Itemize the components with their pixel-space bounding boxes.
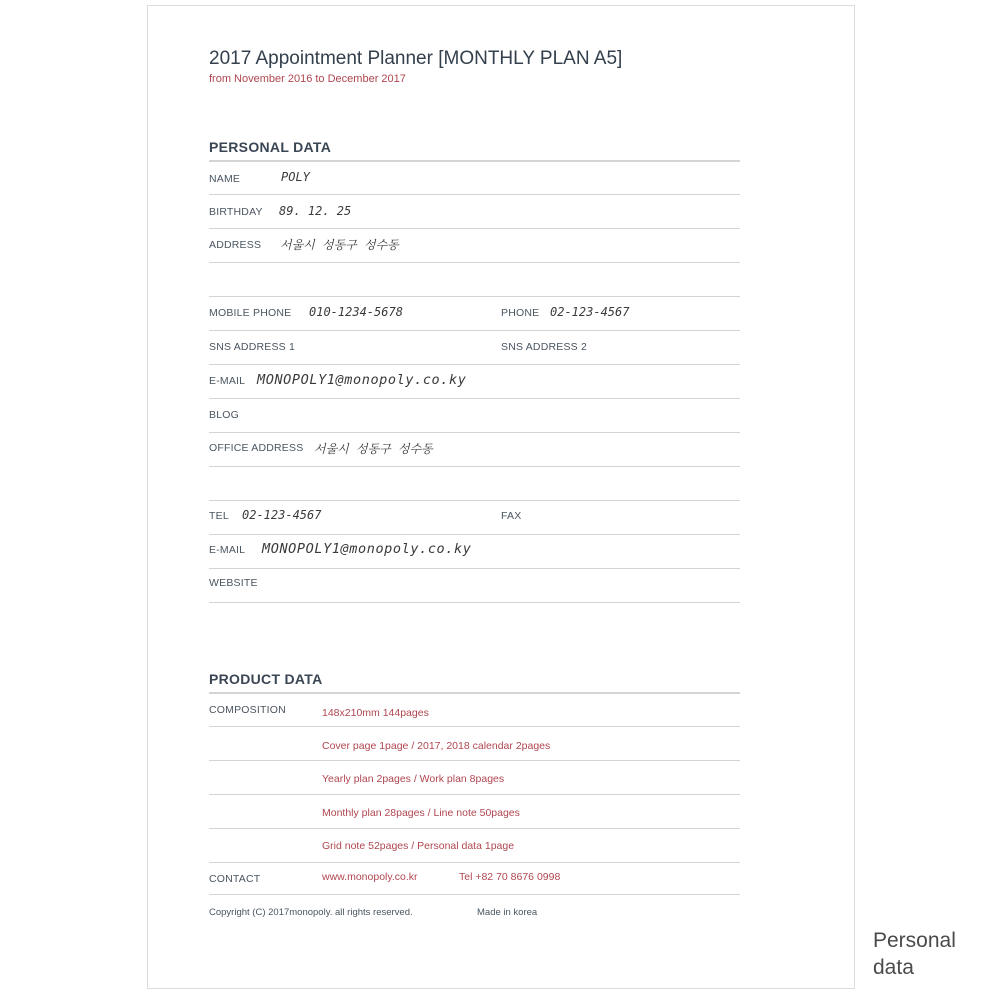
fax-label: FAX xyxy=(501,510,522,522)
address-value: 서울시 성동구 성수동 xyxy=(280,238,399,252)
divider xyxy=(209,160,740,162)
divider xyxy=(209,262,740,263)
composition-line: Monthly plan 28pages / Line note 50pages xyxy=(322,807,520,819)
phone-label: PHONE xyxy=(501,307,540,319)
blog-label: BLOG xyxy=(209,409,239,421)
tel-value: 02-123-4567 xyxy=(242,508,322,522)
composition-label: COMPOSITION xyxy=(209,704,286,716)
email-2-label: E-MAIL xyxy=(209,544,246,556)
image-caption xyxy=(873,927,956,981)
address-label: ADDRESS xyxy=(209,239,262,251)
divider xyxy=(209,364,740,365)
divider xyxy=(209,466,740,467)
divider xyxy=(209,726,740,727)
divider xyxy=(209,432,740,433)
mobile-phone-value: 010-1234-5678 xyxy=(309,305,403,319)
copyright-text: Copyright (C) 2017monopoly. all rights reserved. xyxy=(209,907,413,918)
sns-address-1-label: SNS ADDRESS 1 xyxy=(209,341,296,353)
divider xyxy=(209,862,740,863)
email-label: E-MAIL xyxy=(209,375,246,387)
divider xyxy=(209,894,740,895)
website-label: WEBSITE xyxy=(209,577,258,589)
name-label: NAME xyxy=(209,173,241,185)
divider xyxy=(209,228,740,229)
office-address-value: 서울시 성동구 성수동 xyxy=(314,442,433,456)
divider xyxy=(209,828,740,829)
divider xyxy=(209,692,740,694)
email-value: MONOPOLY1@monopoly.co.ky xyxy=(257,372,467,388)
divider xyxy=(209,760,740,761)
divider xyxy=(209,500,740,501)
email-2-value: MONOPOLY1@monopoly.co.ky xyxy=(262,541,472,557)
tel-label: TEL xyxy=(209,510,229,522)
mobile-phone-label: MOBILE PHONE xyxy=(209,307,292,319)
divider xyxy=(209,330,740,331)
contact-website: www.monopoly.co.kr xyxy=(322,871,418,883)
product-data-title: PRODUCT DATA xyxy=(209,671,323,687)
contact-tel: Tel +82 70 8676 0998 xyxy=(459,871,561,883)
divider xyxy=(209,398,740,399)
made-in-text: Made in korea xyxy=(477,907,538,918)
office-address-label: OFFICE ADDRESS xyxy=(209,442,304,454)
phone-value: 02-123-4567 xyxy=(550,305,630,319)
birthday-label: BIRTHDAY xyxy=(209,206,263,218)
caption-line-2: data xyxy=(873,956,914,979)
divider xyxy=(209,194,740,195)
composition-line: 148x210mm 144pages xyxy=(322,707,429,719)
page-subtitle: from November 2016 to December 2017 xyxy=(209,73,406,85)
divider xyxy=(209,602,740,603)
composition-line: Grid note 52pages / Personal data 1page xyxy=(322,840,515,852)
divider xyxy=(209,794,740,795)
composition-line: Yearly plan 2pages / Work plan 8pages xyxy=(322,773,505,785)
caption-line-1: Personal xyxy=(873,929,956,952)
contact-label: CONTACT xyxy=(209,873,261,885)
personal-data-title: PERSONAL DATA xyxy=(209,139,332,155)
name-value: POLY xyxy=(281,170,310,184)
divider xyxy=(209,534,740,535)
divider xyxy=(209,296,740,297)
page-title: 2017 Appointment Planner [MONTHLY PLAN A5] xyxy=(209,48,623,69)
composition-line: Cover page 1page / 2017, 2018 calendar 2pages xyxy=(322,740,551,752)
planner-page xyxy=(147,5,855,989)
birthday-value: 89. 12. 25 xyxy=(279,204,352,218)
sns-address-2-label: SNS ADDRESS 2 xyxy=(501,341,588,353)
divider xyxy=(209,568,740,569)
